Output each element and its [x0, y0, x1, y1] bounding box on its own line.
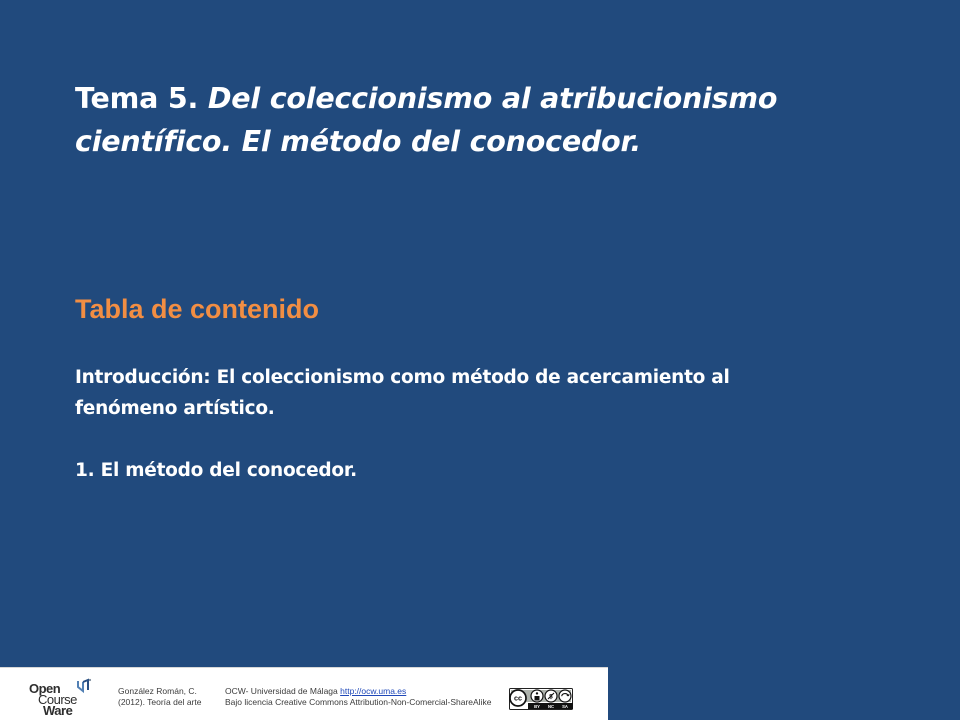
open-course-ware-logo	[29, 675, 99, 718]
university-license-prefix: OCW- Universidad de Málaga	[225, 686, 338, 696]
logo-word-course: Course	[38, 692, 77, 707]
license-badge-nc: NC	[547, 704, 555, 709]
toc-item-method-connoisseur: 1. El método del conocedor.	[75, 460, 357, 481]
logo-word-open: Open	[29, 681, 61, 696]
license-badge-by: BY	[534, 704, 540, 709]
ocw-uma-link[interactable]: http://ocw.uma.es	[340, 686, 407, 696]
citation-author: González Román, C.	[118, 686, 197, 696]
table-of-contents-heading: Tabla de contenido	[75, 294, 320, 324]
svg-text:$: $	[549, 693, 553, 701]
open-course-ware-logo-icon	[75, 677, 93, 695]
license-badge-sa: SA	[562, 704, 568, 709]
slide-title	[75, 77, 865, 163]
course-citation	[118, 686, 213, 708]
citation-course: (2012). Teoría del arte	[118, 697, 202, 707]
logo-word-ware: Ware	[43, 703, 73, 718]
ocw-footer	[0, 667, 608, 720]
svg-text:cc: cc	[514, 693, 522, 703]
toc-introduction-item: Introducción: El coleccionismo como método de acercamiento al fenómeno artístico.	[75, 367, 730, 419]
creative-commons-license-icon	[509, 688, 573, 710]
title-italic-text: Del coleccionismo al atribucionismo científico. El método del conocedor.	[75, 82, 778, 158]
title-prefix: Tema 5.	[75, 82, 199, 115]
creative-commons-license-text: Bajo licencia Creative Commons Attribution-Non-Comercial-ShareAlike	[225, 697, 492, 707]
license-information	[225, 686, 505, 708]
